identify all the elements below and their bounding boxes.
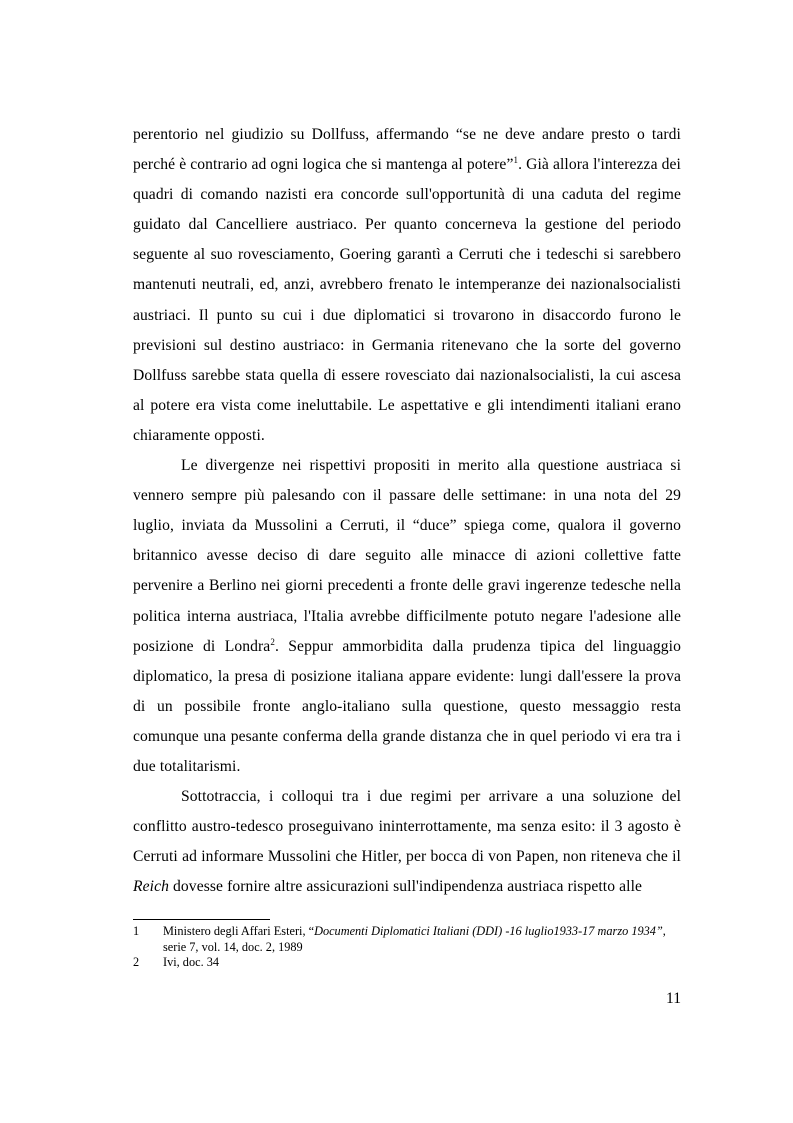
text-run: dovesse fornire altre assicurazioni sull'indipendenza austriaca rispetto alle bbox=[169, 878, 643, 896]
footnote-separator bbox=[133, 919, 270, 920]
text-run: Sottotraccia, i colloqui tra i due regimi per arrivare a una soluzione del conflitto austro-tedesco proseguivano ininterrottamente, ma senza esito: il 3 agosto è Cerruti ad informare Mussolini che Hitler, per bocca di von Papen, non riteneva che il bbox=[133, 788, 681, 866]
text-run: Ministero degli Affari Esteri, “ bbox=[163, 924, 315, 938]
text-run: Ivi, doc. 34 bbox=[163, 955, 220, 969]
text-run: perentorio nel giudizio su Dollfuss, affermando “se ne deve andare presto o tardi perché è contrario ad ogni logica che si mantenga al potere” bbox=[133, 126, 681, 174]
text-run: , serie 7, vol. 14, doc. 2, 1989 bbox=[163, 924, 666, 954]
footnote bbox=[133, 955, 681, 971]
text-run: . Già allora l'interezza dei quadri di comando nazisti era concorde sull'opportunità di una caduta del regime guidato dal Cancelliere austriaco. Per quanto concerneva la gestione del periodo seguente al suo rovesciamento, Goering garantì a Cerruti che i tedeschi si sarebbero mantenuti neutrali, ed, anzi, avrebbero frenato le intemperanze dei nazionalsocialisti austriaci. Il punto su cui i due diplomatici si trovarono in disaccordo furono le previsioni sul destino austriaco: in Germania ritenevano che la sorte del governo Dollfuss sarebbe stata quella di essere rovesciato dai nazionalsocialisti, la cui ascesa al potere era vista come ineluttabile. Le aspettative e gli intendimenti italiani erano chiaramente opposti. bbox=[133, 156, 681, 444]
italic-text: Documenti Diplomatici Italiani (DDI) -16 luglio1933-17 marzo 1934” bbox=[314, 924, 663, 938]
paragraph bbox=[133, 782, 681, 902]
footnote-number: 1 bbox=[133, 924, 140, 938]
paragraph bbox=[133, 451, 681, 782]
text-run: . Seppur ammorbidita dalla prudenza tipica del linguaggio diplomatico, la presa di posizione italiana appare evidente: lungi dall'essere la prova di un possibile fronte anglo-italiano sulla questione, questo messaggio resta comunque una pesante conferma della grande distanza che in quel periodo vi era tra i due totalitarismi. bbox=[133, 637, 681, 775]
footnote bbox=[133, 924, 681, 955]
italic-text: Reich bbox=[133, 878, 169, 896]
paragraph bbox=[133, 120, 681, 451]
text-run: Le divergenze nei rispettivi propositi in merito alla questione austriaca si vennero sempre più palesando con il passare delle settimane: in una nota del 29 luglio, inviata da Mussolini a Cerruti, il “duce” spiega come, qualora il governo britannico avesse deciso di dare seguito alle minacce di azioni collettive fatte pervenire a Berlino nei giorni precedenti a fronte delle gravi ingerenze tedesche nella politica interna austriaca, l'Italia avrebbe difficilmente potuto negare l'adesione alle posizione di Londra bbox=[133, 457, 681, 655]
page-number: 11 bbox=[665, 990, 681, 1007]
footnote-ref: 1 bbox=[513, 155, 519, 166]
footnotes bbox=[133, 924, 681, 971]
body-text bbox=[133, 120, 681, 902]
footnote-ref: 2 bbox=[270, 636, 275, 647]
footnote-number: 2 bbox=[133, 955, 140, 969]
